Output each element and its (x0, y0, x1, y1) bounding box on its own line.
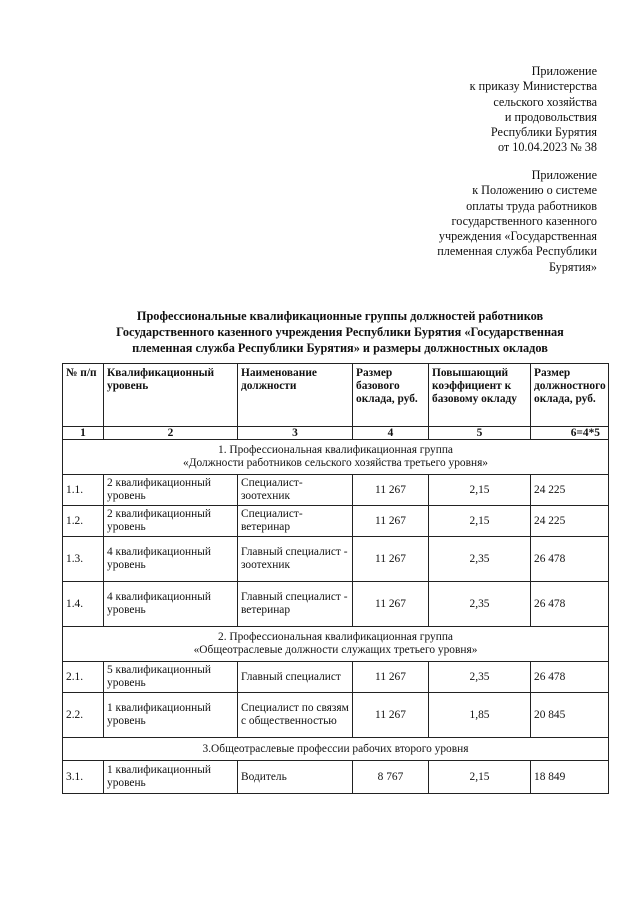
cell-position: Специалист по связям с общественностью (238, 693, 353, 738)
cell-number: 1.4. (63, 582, 104, 627)
cell-salary: 20 845 (531, 693, 609, 738)
table-row (63, 662, 609, 693)
title-line: племенная служба Республики Бурятия» и размеры должностных окладов (132, 341, 548, 355)
cell-position: Главный специалист - ветеринар (238, 582, 353, 627)
cell-base-salary: 11 267 (353, 537, 429, 582)
salary-table (62, 363, 609, 794)
header-salary: Размер должностного оклада, руб. (531, 364, 609, 427)
cell-coefficient: 2,35 (429, 537, 531, 582)
cell-coefficient: 2,15 (429, 506, 531, 537)
section-header-row (63, 440, 609, 475)
section-header (63, 627, 609, 662)
annex-line: Республики Бурятия (490, 125, 597, 140)
section-header-row (63, 738, 609, 761)
table-header-row (63, 364, 609, 427)
section-header (63, 440, 609, 475)
cell-level: 5 квалификационный уровень (104, 662, 238, 693)
cell-base-salary: 11 267 (353, 475, 429, 506)
cell-salary: 18 849 (531, 761, 609, 794)
cell-level: 1 квалификационный уровень (104, 693, 238, 738)
cell-salary: 24 225 (531, 475, 609, 506)
annex-line: к Положению о системе (472, 183, 597, 198)
cell-base-salary: 11 267 (353, 582, 429, 627)
cell-number: 2.2. (63, 693, 104, 738)
title-line: Государственного казенного учреждения Республики Бурятия «Государственная (116, 325, 564, 339)
cell-coefficient: 2,35 (429, 582, 531, 627)
header-base-salary: Размер базового оклада, руб. (353, 364, 429, 427)
cell-position: Главный специалист (238, 662, 353, 693)
cell-level: 2 квалификационный уровень (104, 475, 238, 506)
cell-number: 2.1. (63, 662, 104, 693)
document-title (60, 308, 620, 356)
column-number: 1 (63, 427, 104, 440)
cell-base-salary: 11 267 (353, 693, 429, 738)
section-header (63, 738, 609, 761)
header-coefficient: Повышающий коэффициент к базовому окладу (429, 364, 531, 427)
column-number: 5 (429, 427, 531, 440)
column-number: 6=4*5 (531, 427, 609, 440)
annex-order-block (470, 64, 597, 156)
annex-line: оплаты труда работников (466, 198, 597, 213)
header-number: № п/п (63, 364, 104, 427)
cell-coefficient: 1,85 (429, 693, 531, 738)
cell-base-salary: 8 767 (353, 761, 429, 794)
cell-number: 1.2. (63, 506, 104, 537)
cell-coefficient: 2,15 (429, 475, 531, 506)
section-title: 3.Общеотраслевые профессии рабочих второго уровня (202, 742, 469, 755)
cell-level: 4 квалификационный уровень (104, 537, 238, 582)
cell-level: 2 квалификационный уровень (104, 506, 238, 537)
annex-line: учреждения «Государственная (438, 229, 597, 244)
annex-line: к приказу Министерства (469, 79, 597, 94)
cell-level: 4 квалификационный уровень (104, 582, 238, 627)
annex-line: сельского хозяйства (493, 94, 597, 109)
cell-coefficient: 2,35 (429, 662, 531, 693)
cell-position: Главный специалист - зоотехник (238, 537, 353, 582)
header-position: Наименование должности (238, 364, 353, 427)
annex-regulation-block (437, 168, 597, 275)
annex-line: от 10.04.2023 № 38 (497, 140, 597, 155)
annex-line: Приложение (531, 64, 597, 78)
cell-salary: 26 478 (531, 662, 609, 693)
cell-number: 1.1. (63, 475, 104, 506)
table-row (63, 475, 609, 506)
cell-salary: 24 225 (531, 506, 609, 537)
annex-line: Бурятия» (548, 259, 597, 274)
cell-position: Специалист-ветеринар (238, 506, 353, 537)
cell-salary: 26 478 (531, 537, 609, 582)
cell-salary: 26 478 (531, 582, 609, 627)
cell-coefficient: 2,15 (429, 761, 531, 794)
table-row (63, 761, 609, 794)
section-subtitle: «Должности работников сельского хозяйства третьего уровня» (183, 457, 488, 469)
column-number: 4 (353, 427, 429, 440)
table-row (63, 582, 609, 627)
cell-base-salary: 11 267 (353, 506, 429, 537)
section-title: 2. Профессиональная квалификационная группа (218, 631, 453, 643)
annex-line: племенная служба Республики (437, 244, 597, 259)
annex-line: Приложение (531, 168, 597, 182)
cell-position: Специалист-зоотехник (238, 475, 353, 506)
title-line: Профессиональные квалификационные группы должностей работников (136, 309, 544, 323)
section-header-row (63, 627, 609, 662)
cell-level: 1 квалификационный уровень (104, 761, 238, 794)
table-row (63, 537, 609, 582)
annex-line: государственного казенного (451, 213, 597, 228)
header-level: Квалификационный уровень (104, 364, 238, 427)
section-subtitle: «Общеотраслевые должности служащих третьего уровня» (193, 644, 478, 656)
cell-base-salary: 11 267 (353, 662, 429, 693)
cell-number: 1.3. (63, 537, 104, 582)
column-number-row (63, 427, 609, 440)
column-number: 2 (104, 427, 238, 440)
section-title: 1. Профессиональная квалификационная группа (218, 444, 453, 456)
table-row (63, 506, 609, 537)
cell-number: 3.1. (63, 761, 104, 794)
annex-line: и продовольствия (504, 109, 597, 124)
cell-position: Водитель (238, 761, 353, 794)
column-number: 3 (238, 427, 353, 440)
table-row (63, 693, 609, 738)
